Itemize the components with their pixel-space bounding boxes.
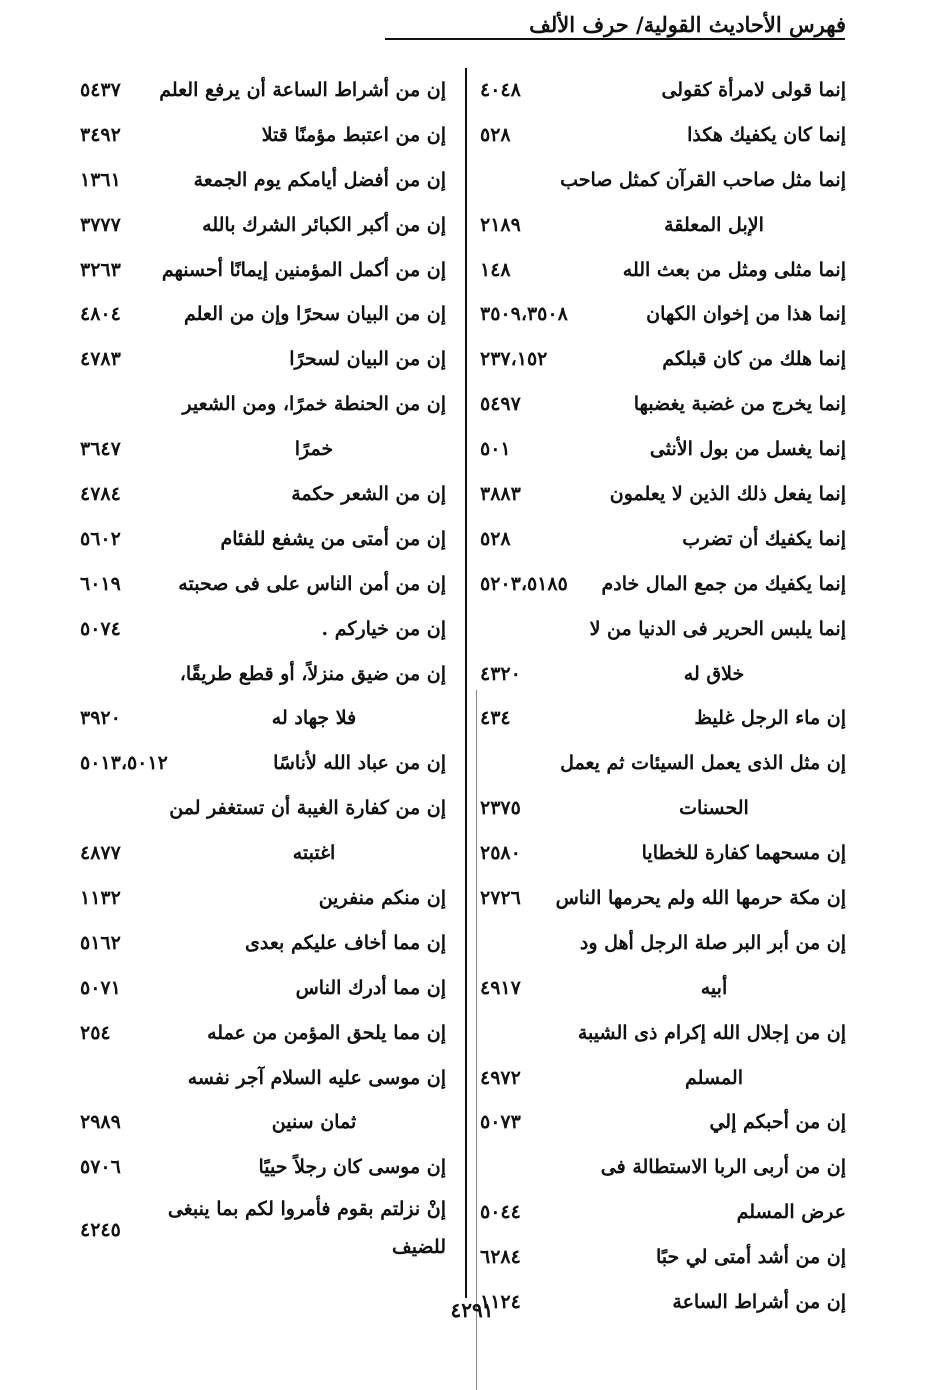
hadith-text: إنما كان يكفيك هكذا [687,123,846,146]
index-entry [478,562,850,607]
hadith-number: ٣٩٢٠ [80,707,121,730]
index-entry [478,652,850,697]
index-entry [78,382,450,427]
hadith-text: إنما مثلى ومثل من بعث الله [622,258,846,281]
index-entry [478,1011,850,1056]
hadith-text: إن ماء الرجل غليظ [694,707,846,730]
hadith-text: أبيه [700,976,728,999]
column-divider-thin [476,690,477,1390]
hadith-number: ٥٠١٣،٥٠١٢ [80,752,168,775]
hadith-text: إن من أمتى من يشفع للفئام [220,527,446,550]
index-entry [478,248,850,293]
hadith-number: ٢٣٧،١٥٢ [480,348,548,371]
index-entry [478,921,850,966]
index-entry [78,1056,450,1101]
hadith-number: ٤٢٤٥ [80,1219,121,1242]
hadith-text: إنما يلبس الحرير فى الدنيا من لا [589,617,846,640]
hadith-number: ٢٣٧٥ [480,797,521,820]
hadith-number: ٥٠٧٤ [80,617,121,640]
hadith-text: إن من أشد أمتى لي حبًا [655,1246,846,1269]
index-entry [478,427,850,472]
index-entry [78,68,450,113]
index-entry [478,113,850,158]
hadith-number: ٣٧٧٧ [80,213,121,236]
hadith-text: إن من أمن الناس على فى صحبته [178,572,446,595]
index-entry [78,427,450,472]
hadith-text: الإبل المعلقة [664,213,764,236]
hadith-number: ٥٧٠٦ [80,1156,121,1179]
index-entry [478,966,850,1011]
index-entry [78,517,450,562]
index-entry [78,966,450,1011]
index-entry [478,68,850,113]
hadith-text: خمرًا [294,438,334,461]
left-column [78,68,450,1272]
hadith-number: ٢١٨٩ [480,213,521,236]
hadith-text: إنما يكفيك أن تضرب [682,527,846,550]
hadith-text: ثمان سنين [271,1111,357,1134]
hadith-text: إن من خياركم . [321,617,446,640]
hadith-text: إنما يغسل من بول الأنثى [649,438,846,461]
hadith-text: إن موسى كان رجلاً حييًا [258,1156,446,1179]
hadith-text: الحسنات [679,797,749,820]
hadith-text: إنما يكفيك من جمع المال خادم [601,572,846,595]
index-entry [78,876,450,921]
hadith-number: ٣٤٩٢ [80,123,121,146]
hadith-text: إن من أربى الربا الاستطالة فى [600,1156,846,1179]
index-entry [478,292,850,337]
hadith-number: ٤٧٨٤ [80,483,121,506]
hadith-number: ٥٠١ [480,438,511,461]
index-entry [78,248,450,293]
hadith-text: إنما يخرج من غضبة يغضبها [633,393,846,416]
index-entry [478,203,850,248]
index-entry [78,831,450,876]
index-entry [78,203,450,248]
index-entry [478,158,850,203]
hadith-text: إن من الشعر حكمة [291,483,446,506]
index-entry [478,517,850,562]
hadith-text: إن من اعتبط مؤمنًا قتلا [261,123,446,146]
index-entry [478,831,850,876]
hadith-text: إن مما يلحق المؤمن من عمله [207,1021,446,1044]
index-entry [478,696,850,741]
index-entry [78,1100,450,1145]
index-entry [78,113,450,158]
hadith-number: ٢٧٢٦ [480,887,521,910]
hadith-text: إنما قولى لامرأة كقولى [661,79,846,101]
index-entry [478,337,850,382]
hadith-text: إن من أكمل المؤمنين إيمانًا أحسنهم [161,258,446,281]
hadith-number: ٤٧٨٣ [80,348,121,371]
hadith-number: ٣٨٨٣ [480,483,521,506]
hadith-number: ٣٦٤٧ [80,438,121,461]
hadith-text: المسلم [685,1066,743,1089]
index-entry [78,1190,450,1272]
index-entry [78,472,450,517]
hadith-number: ٥٢٠٣،٥١٨٥ [480,572,568,595]
index-entry [478,1235,850,1280]
index-entry [478,382,850,427]
hadith-text: إنما هذا من إخوان الكهان [646,303,846,326]
hadith-text: إنما مثل صاحب القرآن كمثل صاحب [560,168,846,191]
right-column [478,68,850,1325]
hadith-text: فلا جهاد له [271,707,357,730]
index-entry [478,1100,850,1145]
hadith-number: ٥٠٧٣ [480,1111,521,1134]
hadith-number: ٢٥٨٠ [480,842,521,865]
index-entry [78,158,450,203]
hadith-text: اغتبته [292,842,336,865]
index-entry [478,1145,850,1190]
index-entry [78,562,450,607]
hadith-text: إنما هلك من كان قبلكم [662,348,846,371]
hadith-text: إنما يفعل ذلك الذين لا يعلمون [609,483,846,506]
hadith-number: ٥٢٨ [480,123,511,146]
hadith-text: إن من أشراط الساعة [672,1291,846,1314]
hadith-number: ١٣٦١ [80,168,121,191]
index-entry [478,1056,850,1101]
hadith-text: إن من الحنطة خمرًا، ومن الشعير [182,393,446,416]
hadith-number: ١١٣٢ [80,887,121,910]
column-divider [465,68,467,1298]
hadith-number: ٥٠٤٤ [480,1201,521,1224]
hadith-text: إن من أشراط الساعة أن يرفع العلم [159,79,446,101]
hadith-number: ٤٨٧٧ [80,842,121,865]
hadith-text: إن مثل الذى يعمل السيئات ثم يعمل [560,752,846,775]
hadith-text: إن موسى عليه السلام آجر نفسه [187,1066,446,1089]
hadith-number: ٥١٦٢ [80,931,121,954]
index-entry [478,472,850,517]
index-entry [478,607,850,652]
hadith-text: إن من ضيق منزلاً، أو قطع طريقًا، [179,662,446,685]
header-rule [385,38,845,40]
hadith-text: إن من عباد الله لأناسًا [273,752,446,775]
index-entry [78,337,450,382]
hadith-text: إن من أفضل أيامكم يوم الجمعة [193,168,446,191]
index-entry [78,607,450,652]
hadith-number: ٤٣٢٠ [480,662,521,685]
index-entry [78,786,450,831]
index-entry [478,741,850,786]
hadith-text: إن من كفارة الغيبة أن تستغفر لمن [169,797,446,820]
hadith-number: ٥٦٠٢ [80,527,121,550]
index-entry [78,652,450,697]
hadith-number: ٤٠٤٨ [480,79,521,101]
hadith-text: إن من البيان سحرًا وإن من العلم [183,303,446,326]
page-number: ٤٢٩١ [450,1298,494,1322]
hadith-number: ٣٥٠٩،٣٥٠٨ [480,303,568,326]
hadith-text: خلاق له [683,662,745,685]
hadith-number: ٤٩٧٢ [480,1066,521,1089]
hadith-number: ٤٨٠٤ [80,303,121,326]
hadith-number: ٢٥٤ [80,1021,111,1044]
index-entry [78,1011,450,1056]
hadith-number: ٤٩١٧ [480,976,521,999]
hadith-number: ١٤٨ [480,258,511,281]
index-entry [478,1280,850,1325]
index-entry [478,786,850,831]
hadith-number: ٥٤٩٧ [480,393,521,416]
index-entry [478,1190,850,1235]
hadith-text: إن منكم منفرين [318,887,446,910]
hadith-number: ١١٢٤ [480,1291,521,1314]
hadith-text: إن من البيان لسحرًا [289,348,446,371]
index-entry [78,741,450,786]
hadith-text: إن مما أخاف عليكم بعدى [245,931,446,954]
index-entry [78,1145,450,1190]
hadith-text: إنْ نزلتم بقوم فأمروا لكم بما ينبغى للضيف [167,1198,446,1259]
hadith-text: عرض المسلم [736,1201,846,1224]
hadith-number: ٦٢٨٤ [480,1246,521,1269]
index-entry [78,921,450,966]
hadith-number: ٥٠٧١ [80,976,121,999]
hadith-number: ٥٢٨ [480,527,511,550]
hadith-number: ٥٤٣٧ [80,79,121,101]
hadith-number: ٣٢٦٣ [80,258,121,281]
index-entry [78,696,450,741]
hadith-number: ٢٩٨٩ [80,1111,121,1134]
hadith-text: إن من أكبر الكبائر الشرك بالله [202,213,446,236]
hadith-text: إن من إجلال الله إكرام ذى الشيبة [577,1021,846,1044]
hadith-text: إن مسحهما كفارة للخطايا [641,842,846,865]
running-head: فهرس الأحاديث القولية/ حرف الألف [529,12,846,37]
hadith-text: إن مما أدرك الناس [295,976,446,999]
hadith-number: ٤٣٤ [480,707,511,730]
hadith-text: إن مكة حرمها الله ولم يحرمها الناس [555,887,846,910]
index-entry [478,876,850,921]
hadith-text: إن من أبر البر صلة الرجل أهل ود [579,931,846,954]
index-entry [78,292,450,337]
hadith-number: ٦٠١٩ [80,572,121,595]
hadith-text: إن من أحبكم إلي [709,1111,846,1134]
